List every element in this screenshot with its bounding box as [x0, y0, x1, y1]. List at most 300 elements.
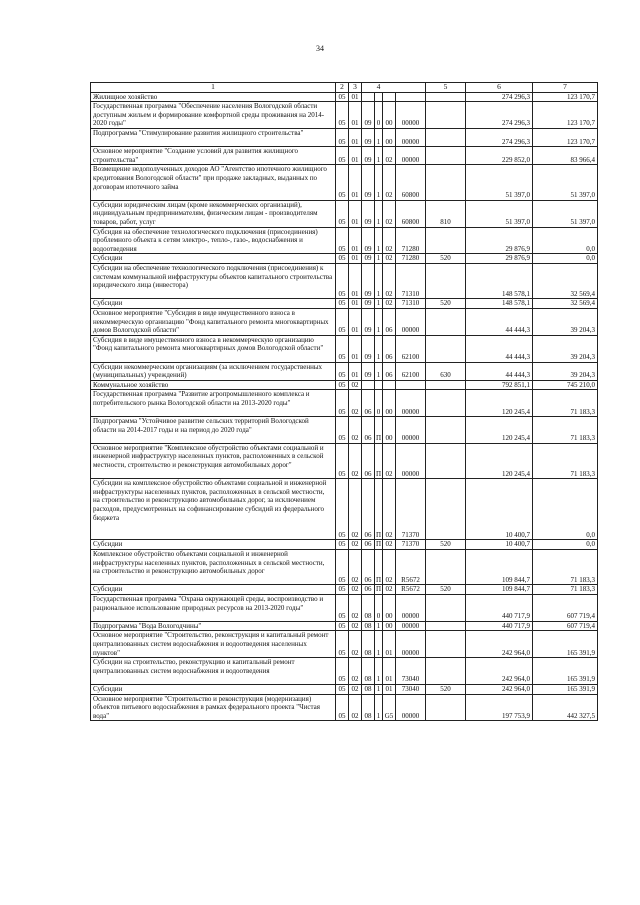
direction-code-cell: 73040 [396, 658, 426, 685]
row-name-cell: Субсидии на обеспечение технологического подключения (присоединения) к системам коммунальной инфраструктуры объектов капитального строительства юридического лица (инвестора) [91, 263, 336, 298]
header-cell [396, 83, 426, 93]
amount-2020-cell: 442 327,5 [533, 694, 598, 721]
subsection-code-cell: 01 [349, 165, 362, 200]
direction-code-cell: 00000 [396, 417, 426, 444]
subsection-code-cell: 02 [349, 685, 362, 695]
direction-code-cell: 00000 [396, 694, 426, 721]
amount-2020-cell: 39 204,3 [533, 335, 598, 362]
amount-2019-cell: 109 844,7 [466, 585, 533, 595]
section-code-cell: 05 [336, 128, 349, 146]
program-code-cell: 09 [362, 227, 375, 254]
row-name-cell: Подпрограмма "Устойчивое развитие сельских территорий Вологодской области на 2014-2017 годы и на период до 2020 года" [91, 417, 336, 444]
table-row [91, 550, 598, 585]
subsection-code-cell: 02 [349, 694, 362, 721]
program-code-cell: 06 [362, 585, 375, 595]
table-row [91, 227, 598, 254]
amount-2020-cell: 123 170,7 [533, 128, 598, 146]
program-code-cell: 06 [362, 550, 375, 585]
expense-type-cell [426, 227, 466, 254]
amount-2019-cell: 242 964,0 [466, 685, 533, 695]
section-code-cell: 05 [336, 595, 349, 622]
amount-2019-cell: 44 444,3 [466, 335, 533, 362]
table-row [91, 443, 598, 478]
event-code-cell: 02 [383, 585, 396, 595]
row-name-cell: Подпрограмма "Стимулирование развития жилищного строительства" [91, 128, 336, 146]
table-row [91, 694, 598, 721]
event-code-cell: G5 [383, 694, 396, 721]
subprogram-code-cell: 0 [375, 390, 383, 417]
event-code-cell: 00 [383, 621, 396, 631]
row-name-cell: Субсидии на строительство, реконструкцию и капитальный ремонт централизованных систем водоснабжения и водоотведения [91, 658, 336, 685]
amount-2019-cell: 44 444,3 [466, 362, 533, 380]
direction-code-cell: 62100 [396, 335, 426, 362]
subprogram-code-cell: 1 [375, 165, 383, 200]
table-row [91, 362, 598, 380]
expense-type-cell [426, 443, 466, 478]
subsection-code-cell: 02 [349, 550, 362, 585]
expense-type-cell [426, 595, 466, 622]
section-code-cell: 05 [336, 694, 349, 721]
amount-2019-cell: 51 397,0 [466, 200, 533, 227]
row-name-cell: Субсидии юридическим лицам (кроме некоммерческих организаций), индивидуальным предпринимателям, физическим лицам - производителям товаров, работ, услуг [91, 200, 336, 227]
amount-2020-cell: 165 391,9 [533, 631, 598, 658]
section-code-cell: 05 [336, 263, 349, 298]
table-header-row [91, 83, 598, 93]
expense-type-cell [426, 390, 466, 417]
subprogram-code-cell: 0 [375, 102, 383, 129]
amount-2019-cell: 120 245,4 [466, 443, 533, 478]
row-name-cell: Государственная программа "Развитие агропромышленного комплекса и потребительского рынка Вологодской области на 2013-2020 годы" [91, 390, 336, 417]
header-cell: 4 [375, 83, 383, 93]
section-code-cell: 05 [336, 550, 349, 585]
program-code-cell: 08 [362, 595, 375, 622]
expense-type-cell [426, 417, 466, 444]
amount-2019-cell: 10 400,7 [466, 479, 533, 540]
direction-code-cell: 73040 [396, 685, 426, 695]
program-code-cell: 08 [362, 631, 375, 658]
table-row [91, 380, 598, 390]
amount-2020-cell: 0,0 [533, 254, 598, 264]
amount-2020-cell: 0,0 [533, 227, 598, 254]
amount-2020-cell: 123 170,7 [533, 102, 598, 129]
section-code-cell: 05 [336, 362, 349, 380]
amount-2020-cell: 71 183,3 [533, 390, 598, 417]
subsection-code-cell: 01 [349, 200, 362, 227]
expense-type-cell [426, 128, 466, 146]
event-code-cell: 00 [383, 417, 396, 444]
section-code-cell: 05 [336, 685, 349, 695]
row-name-cell: Субсидии [91, 299, 336, 309]
section-code-cell: 05 [336, 585, 349, 595]
direction-code-cell: 00000 [396, 128, 426, 146]
table-row [91, 92, 598, 102]
subprogram-code-cell: 1 [375, 621, 383, 631]
subprogram-code-cell: П [375, 585, 382, 594]
program-code-cell: 09 [362, 254, 375, 264]
subsection-code-cell: 01 [349, 102, 362, 129]
section-code-cell: 05 [336, 335, 349, 362]
row-name-cell: Субсидии [91, 685, 336, 695]
section-code-cell: 05 [336, 540, 349, 550]
direction-code-cell: 00000 [396, 308, 426, 335]
program-code-cell: 09 [362, 335, 375, 362]
row-name-cell: Государственная программа "Охрана окружающей среды, воспроизводство и рациональное использование природных ресурсов на 2013-2020 годы" [91, 595, 336, 622]
amount-2019-cell: 148 578,1 [466, 299, 533, 309]
direction-code-cell [396, 380, 426, 390]
amount-2020-cell: 39 204,3 [533, 308, 598, 335]
section-code-cell: 05 [336, 227, 349, 254]
direction-code-cell: 71310 [396, 263, 426, 298]
direction-code-cell: 00000 [396, 621, 426, 631]
row-name-cell: Субсидия на обеспечение технологического подключения (присоединения) проблемного объекта к сетям электро-, тепло-, газо-, водоснабжения и водоотведения [91, 227, 336, 254]
section-code-cell: 05 [336, 390, 349, 417]
amount-2019-cell: 440 717,9 [466, 595, 533, 622]
direction-code-cell: 71370 [396, 479, 426, 540]
subsection-code-cell: 01 [349, 263, 362, 298]
row-name-cell: Субсидии некоммерческим организациям (за исключением государственных (муниципальных) учреждений) [91, 362, 336, 380]
section-code-cell: 05 [336, 308, 349, 335]
subprogram-code-cell: 1 [375, 128, 383, 146]
program-code-cell: 09 [362, 200, 375, 227]
subsection-code-cell: 01 [349, 92, 362, 102]
subprogram-code-cell: 1 [375, 362, 383, 380]
event-code-cell: 00 [383, 595, 396, 622]
table-row [91, 335, 598, 362]
amount-2020-cell: 51 397,0 [533, 200, 598, 227]
direction-code-cell: 71280 [396, 254, 426, 264]
subsection-code-cell: 02 [349, 658, 362, 685]
direction-code-cell: 62100 [396, 362, 426, 380]
table-row [91, 390, 598, 417]
subprogram-code-cell: 1 [375, 227, 383, 254]
amount-2019-cell: 274 296,3 [466, 92, 533, 102]
program-code-cell: 09 [362, 102, 375, 129]
direction-code-cell: 00000 [396, 102, 426, 129]
table-row [91, 263, 598, 298]
section-code-cell: 05 [336, 631, 349, 658]
direction-code-cell: 00000 [396, 443, 426, 478]
subprogram-code-cell: П [375, 550, 383, 585]
amount-2019-cell: 440 717,9 [466, 621, 533, 631]
expense-type-cell: 520 [426, 685, 466, 695]
program-code-cell: 06 [362, 479, 375, 540]
amount-2019-cell: 29 876,9 [466, 254, 533, 264]
table-row [91, 254, 598, 264]
subsection-code-cell: 01 [349, 308, 362, 335]
program-code-cell: 08 [362, 658, 375, 685]
event-code-cell: 02 [383, 227, 396, 254]
expense-type-cell [426, 165, 466, 200]
row-name-cell: Государственная программа "Обеспечение населения Вологодской области доступным жильем и формирование комфортной среды проживания на 2014-2020 годы" [91, 102, 336, 129]
header-cell: 2 [336, 83, 349, 93]
expense-type-cell [426, 263, 466, 298]
table-row [91, 308, 598, 335]
subprogram-code-cell: 1 [375, 631, 383, 658]
header-cell [362, 83, 375, 93]
direction-code-cell: 00000 [396, 595, 426, 622]
budget-table [90, 82, 598, 721]
amount-2020-cell: 71 183,3 [533, 417, 598, 444]
amount-2019-cell: 44 444,3 [466, 308, 533, 335]
program-code-cell: 08 [362, 685, 375, 695]
expense-type-cell: 810 [426, 200, 466, 227]
section-code-cell: 05 [336, 380, 349, 390]
row-name-cell: Субсидии на комплексное обустройство объектами социальной и инженерной инфраструктуры населенных пунктов, расположенных в сельской местности, на строительство и реконструкцию автомобильных дорог, за исключением расходов, предусмотренных на софинансирование субсидий из федерального бюджета [91, 479, 336, 540]
program-code-cell: 09 [362, 165, 375, 200]
direction-code-cell: 00000 [396, 147, 426, 165]
amount-2019-cell: 120 245,4 [466, 390, 533, 417]
program-code-cell [362, 92, 375, 102]
expense-type-cell: 520 [426, 585, 466, 595]
expense-type-cell [426, 479, 466, 540]
direction-code-cell: 71280 [396, 227, 426, 254]
event-code-cell [383, 92, 396, 102]
amount-2020-cell: 39 204,3 [533, 362, 598, 380]
subsection-code-cell: 01 [349, 147, 362, 165]
direction-code-cell: R5672 [396, 585, 426, 595]
amount-2020-cell: 165 391,9 [533, 658, 598, 685]
section-code-cell: 05 [336, 621, 349, 631]
header-cell: 6 [466, 83, 533, 93]
row-name-cell: Субсидии [91, 254, 336, 264]
amount-2019-cell: 197 753,9 [466, 694, 533, 721]
amount-2019-cell: 242 964,0 [466, 658, 533, 685]
subprogram-code-cell: 1 [375, 263, 383, 298]
section-code-cell: 05 [336, 479, 349, 540]
amount-2020-cell: 83 966,4 [533, 147, 598, 165]
subprogram-code-cell: 1 [375, 200, 383, 227]
direction-code-cell: 71310 [396, 299, 426, 309]
subsection-code-cell: 02 [349, 479, 362, 540]
event-code-cell: 02 [383, 550, 396, 585]
subprogram-code-cell: П [375, 417, 383, 444]
subsection-code-cell: 02 [349, 631, 362, 658]
amount-2020-cell: 165 391,9 [533, 685, 598, 695]
table-row [91, 685, 598, 695]
subsection-code-cell: 02 [349, 380, 362, 390]
table-row [91, 621, 598, 631]
subsection-code-cell: 02 [349, 443, 362, 478]
event-code-cell: 02 [383, 540, 396, 550]
expense-type-cell [426, 92, 466, 102]
amount-2020-cell: 32 569,4 [533, 299, 598, 309]
section-code-cell: 05 [336, 165, 349, 200]
event-code-cell: 00 [383, 128, 396, 146]
subsection-code-cell: 01 [349, 362, 362, 380]
subprogram-code-cell: 1 [375, 147, 383, 165]
table-row [91, 585, 598, 595]
amount-2019-cell: 274 296,3 [466, 102, 533, 129]
section-code-cell: 05 [336, 200, 349, 227]
event-code-cell: 00 [383, 390, 396, 417]
event-code-cell: 00 [383, 102, 396, 129]
amount-2020-cell: 607 719,4 [533, 595, 598, 622]
subsection-code-cell: 02 [349, 390, 362, 417]
amount-2019-cell: 229 852,0 [466, 147, 533, 165]
amount-2020-cell: 123 170,7 [533, 92, 598, 102]
amount-2020-cell: 745 210,0 [533, 380, 598, 390]
direction-code-cell: 60800 [396, 165, 426, 200]
program-code-cell: 09 [362, 263, 375, 298]
table-row [91, 102, 598, 129]
row-name-cell: Возмещение недополученных доходов АО "Агентство ипотечного жилищного кредитования Вологодской области" при продаже закладных, выданных по договорам ипотечного займа [91, 165, 336, 200]
subsection-code-cell: 02 [349, 621, 362, 631]
program-code-cell: 06 [362, 540, 375, 550]
subprogram-code-cell: 1 [375, 658, 383, 685]
section-code-cell: 05 [336, 658, 349, 685]
header-cell: 3 [349, 83, 362, 93]
subprogram-code-cell: 1 [375, 308, 383, 335]
program-code-cell: 09 [362, 299, 375, 309]
subsection-code-cell: 02 [349, 417, 362, 444]
direction-code-cell [396, 92, 426, 102]
amount-2020-cell: 71 183,3 [533, 550, 598, 585]
program-code-cell: 09 [362, 362, 375, 380]
event-code-cell: 06 [383, 335, 396, 362]
table-row [91, 128, 598, 146]
row-name-cell: Основное мероприятие "Комплексное обустройство объектами социальной и инженерной инфраструктур населенных пунктов, расположенных в сельской местности, строительство и реконструкция автомобильных дорог" [91, 443, 336, 478]
amount-2019-cell: 242 964,0 [466, 631, 533, 658]
subprogram-code-cell: П [375, 479, 383, 540]
amount-2020-cell: 0,0 [533, 479, 598, 540]
subprogram-code-cell [375, 380, 383, 390]
section-code-cell: 05 [336, 443, 349, 478]
subsection-code-cell: 01 [349, 254, 362, 264]
direction-code-cell: 00000 [396, 631, 426, 658]
event-code-cell: 01 [383, 685, 396, 695]
subprogram-code-cell: 1 [375, 254, 383, 264]
amount-2019-cell: 792 851,1 [466, 380, 533, 390]
expense-type-cell [426, 550, 466, 585]
amount-2019-cell: 148 578,1 [466, 263, 533, 298]
row-name-cell: Основное мероприятие "Создание условий для развития жилищного строительства" [91, 147, 336, 165]
program-code-cell: 08 [362, 694, 375, 721]
table-row [91, 165, 598, 200]
section-code-cell: 05 [336, 147, 349, 165]
subsection-code-cell: 01 [349, 299, 362, 309]
expense-type-cell [426, 631, 466, 658]
row-name-cell: Жилищное хозяйство [91, 92, 336, 102]
subprogram-code-cell: 0 [375, 595, 383, 622]
event-code-cell: 02 [383, 299, 396, 309]
table-row [91, 479, 598, 540]
subsection-code-cell: 02 [349, 540, 362, 550]
expense-type-cell [426, 102, 466, 129]
row-name-cell: Основное мероприятие "Строительство и реконструкция (модернизация) объектов питьевого водоснабжения в рамках федерального проекта "Чистая вода" [91, 694, 336, 721]
page-number: 34 [316, 44, 324, 53]
row-name-cell: Субсидии [91, 540, 336, 550]
program-code-cell: 09 [362, 308, 375, 335]
direction-code-cell: 00000 [396, 390, 426, 417]
header-cell: 5 [426, 83, 466, 93]
amount-2020-cell: 51 397,0 [533, 165, 598, 200]
event-code-cell: 06 [383, 362, 396, 380]
event-code-cell: 02 [383, 254, 396, 264]
expense-type-cell [426, 147, 466, 165]
section-code-cell: 05 [336, 92, 349, 102]
expense-type-cell: 630 [426, 362, 466, 380]
subprogram-code-cell: 1 [375, 299, 383, 309]
amount-2020-cell: 71 183,3 [533, 443, 598, 478]
expense-type-cell: 520 [426, 299, 466, 309]
amount-2019-cell: 120 245,4 [466, 417, 533, 444]
amount-2019-cell: 10 400,7 [466, 540, 533, 550]
expense-type-cell: 520 [426, 540, 466, 550]
table-row [91, 299, 598, 309]
subprogram-code-cell [375, 92, 383, 102]
row-name-cell: Основное мероприятие "Субсидия в виде имущественного взноса в некоммерческую организацию "Фонд капитального ремонта многоквартирных домов Вологодской области" [91, 308, 336, 335]
amount-2020-cell: 607 719,4 [533, 621, 598, 631]
expense-type-cell [426, 658, 466, 685]
event-code-cell: 02 [383, 200, 396, 227]
subsection-code-cell: 02 [349, 595, 362, 622]
expense-type-cell [426, 335, 466, 362]
row-name-cell: Субсидии [91, 585, 336, 595]
subsection-code-cell: 01 [349, 227, 362, 254]
event-code-cell [383, 380, 396, 390]
amount-2020-cell: 0,0 [533, 540, 598, 550]
section-code-cell: 05 [336, 254, 349, 264]
header-cell: 7 [533, 83, 598, 93]
header-cell: 1 [91, 83, 336, 93]
event-code-cell: 02 [383, 263, 396, 298]
program-code-cell: 09 [362, 147, 375, 165]
subprogram-code-cell: 1 [375, 685, 383, 695]
expense-type-cell [426, 621, 466, 631]
event-code-cell: 02 [383, 147, 396, 165]
program-code-cell [362, 380, 375, 390]
expense-type-cell [426, 380, 466, 390]
amount-2020-cell: 32 569,4 [533, 263, 598, 298]
header-cell [383, 83, 396, 93]
amount-2020-cell: 71 183,3 [533, 585, 598, 595]
table-row [91, 658, 598, 685]
program-code-cell: 06 [362, 443, 375, 478]
table-row [91, 200, 598, 227]
section-code-cell: 05 [336, 102, 349, 129]
program-code-cell: 06 [362, 417, 375, 444]
event-code-cell: 02 [383, 165, 396, 200]
subprogram-code-cell: 1 [375, 335, 383, 362]
event-code-cell: 01 [383, 658, 396, 685]
direction-code-cell: R5672 [396, 550, 426, 585]
program-code-cell: 06 [362, 390, 375, 417]
table-row [91, 595, 598, 622]
expense-type-cell: 520 [426, 254, 466, 264]
amount-2019-cell: 51 397,0 [466, 165, 533, 200]
program-code-cell: 08 [362, 621, 375, 631]
section-code-cell: 05 [336, 417, 349, 444]
row-name-cell: Комплексное обустройство объектами социальной и инженерной инфраструктуры населенных пунктов, расположенных в сельской местности, на строительство и реконструкцию автомобильных дорог [91, 550, 336, 585]
amount-2019-cell: 109 844,7 [466, 550, 533, 585]
expense-type-cell [426, 694, 466, 721]
subprogram-code-cell: П [375, 540, 382, 549]
event-code-cell: 02 [383, 443, 396, 478]
subsection-code-cell: 01 [349, 335, 362, 362]
event-code-cell: 02 [383, 479, 396, 540]
subprogram-code-cell: 1 [375, 694, 383, 721]
event-code-cell: 06 [383, 308, 396, 335]
table-row [91, 631, 598, 658]
row-name-cell: Субсидия в виде имущественного взноса в некоммерческую организацию "Фонд капитального ремонта многоквартирных домов Вологодской области" [91, 335, 336, 362]
amount-2019-cell: 274 296,3 [466, 128, 533, 146]
direction-code-cell: 60800 [396, 200, 426, 227]
subsection-code-cell: 01 [349, 128, 362, 146]
expense-type-cell [426, 308, 466, 335]
table-row [91, 147, 598, 165]
table-row [91, 540, 598, 550]
row-name-cell: Подпрограмма "Вода Вологодчины" [91, 621, 336, 631]
